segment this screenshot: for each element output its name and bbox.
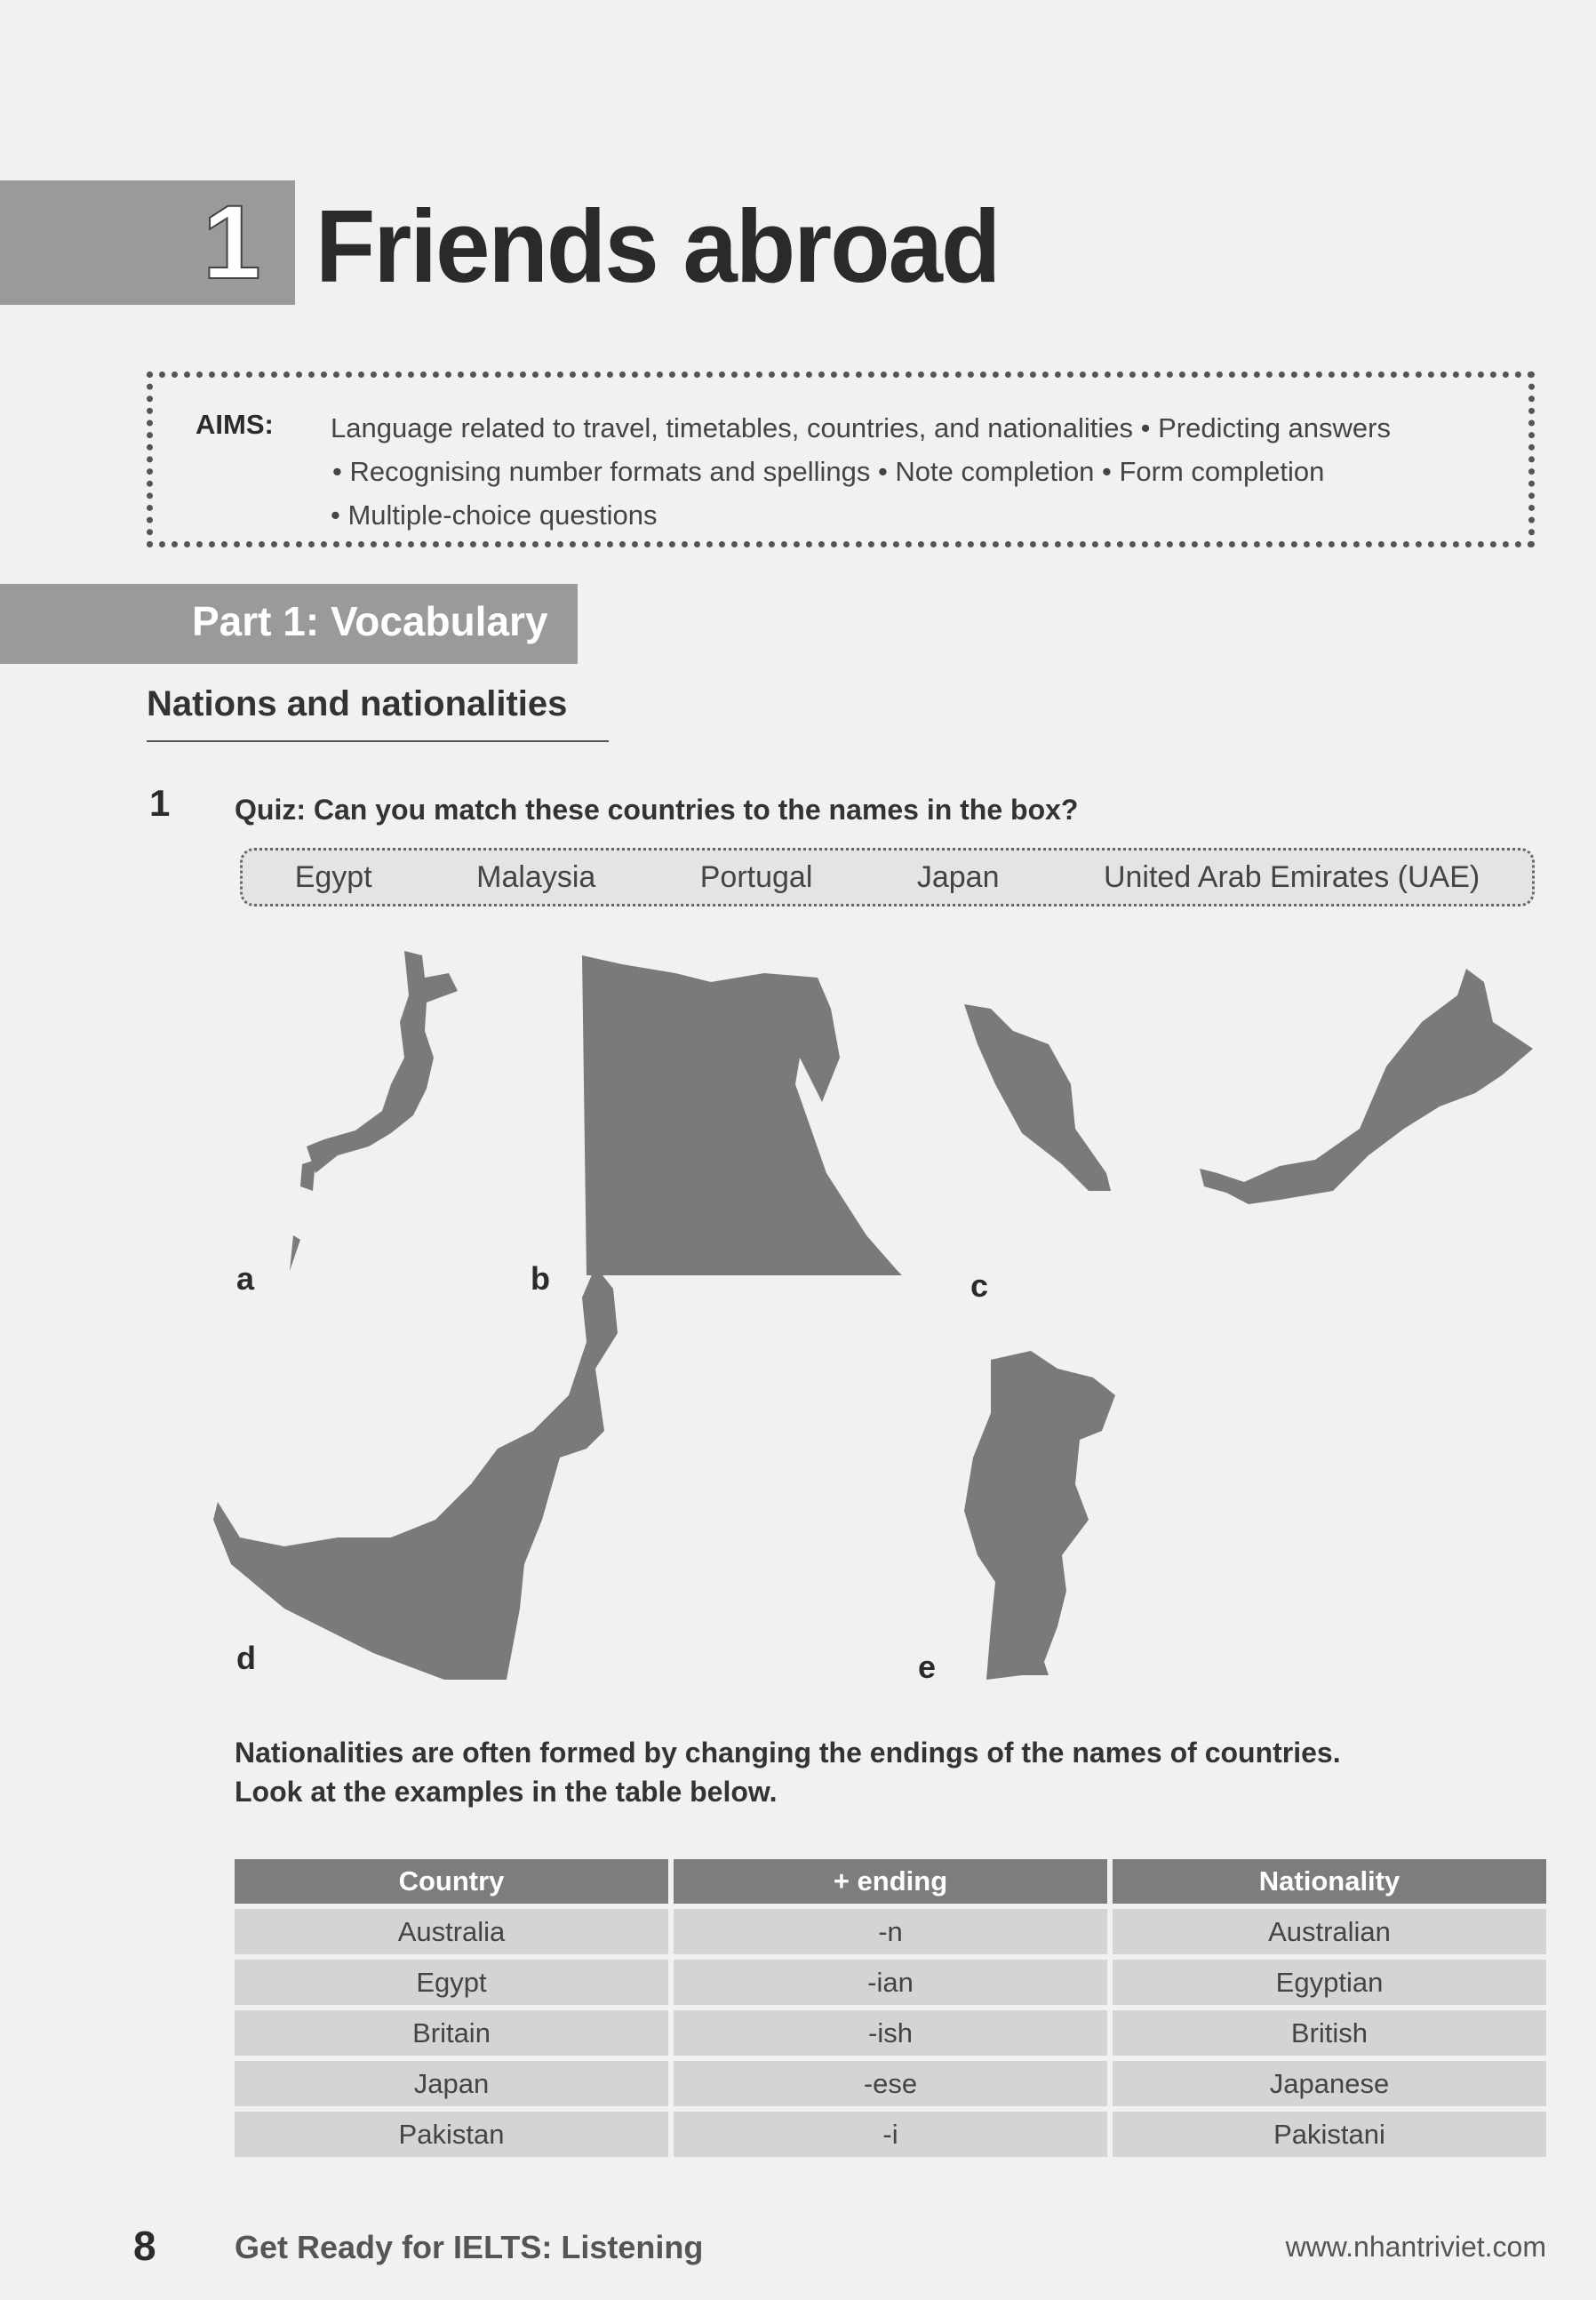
section-underline [147,740,609,742]
chapter-number: 1 [203,184,261,301]
aims-line: • Multiple-choice questions [331,499,658,531]
section-heading: Nations and nationalities [147,684,568,723]
table-cell: Australia [235,1909,668,1954]
map-peninsular-malaysia [964,1004,1111,1191]
question-number: 1 [149,782,171,824]
table-cell: Pakistani [1113,2112,1546,2157]
map-borneo-malaysia [1200,969,1533,1204]
table-cell: Australian [1113,1909,1546,1954]
word-option: Malaysia [476,859,596,894]
aims-line: • Recognising number formats and spellings • Note completion • Form completion [332,456,1325,487]
table-cell: Japanese [1113,2061,1546,2106]
table-cell: Pakistan [235,2112,668,2157]
word-option: United Arab Emirates (UAE) [1103,859,1480,894]
map-egypt [582,955,902,1275]
table-cell: British [1113,2010,1546,2056]
map-label-b: b [531,1260,550,1297]
map-uae [213,1266,618,1680]
instruction-paragraph [235,1733,1341,1811]
nationality-table [235,1859,1546,2157]
table-cell: Egyptian [1113,1960,1546,2005]
page-number: 8 [133,2223,156,2269]
table-cell: Britain [235,2010,668,2056]
table-cell: Egypt [235,1960,668,2005]
map-label-d: d [236,1640,256,1676]
word-option: Portugal [699,859,813,894]
part-title: Part 1: Vocabulary [192,598,548,644]
aims-line: Language related to travel, timetables, countries, and nationalities • Predicting answers [331,412,1391,443]
table-header: Nationality [1113,1859,1546,1904]
word-option: Egypt [294,859,372,894]
question-text: Quiz: Can you match these countries to the names in the box? [235,794,1079,826]
table-cell: Japan [235,2061,668,2106]
map-japan [290,951,458,1271]
aims-label: AIMS: [196,409,274,440]
table-cell: -ese [674,2061,1107,2106]
paragraph-line: Nationalities are often formed by changing the endings of the names of countries. [235,1737,1341,1769]
paragraph-line: Look at the examples in the table below. [235,1776,778,1808]
table-header: Country [235,1859,668,1904]
publisher-url: www.nhantriviet.com [1285,2231,1546,2263]
word-box [240,848,1535,906]
map-portugal [964,1351,1115,1680]
map-label-c: c [970,1267,989,1304]
table-cell: -n [674,1909,1107,1954]
country-maps [0,933,1596,1697]
word-option: Japan [916,859,1000,894]
table-cell: -ian [674,1960,1107,2005]
aims-box [147,371,1535,547]
table-cell: -i [674,2112,1107,2157]
table-header: + ending [674,1859,1107,1904]
book-title: Get Ready for IELTS: Listening [235,2229,704,2265]
map-label-a: a [236,1260,255,1297]
map-label-e: e [918,1649,937,1685]
table-cell: -ish [674,2010,1107,2056]
chapter-title: Friends abroad [315,188,1000,304]
